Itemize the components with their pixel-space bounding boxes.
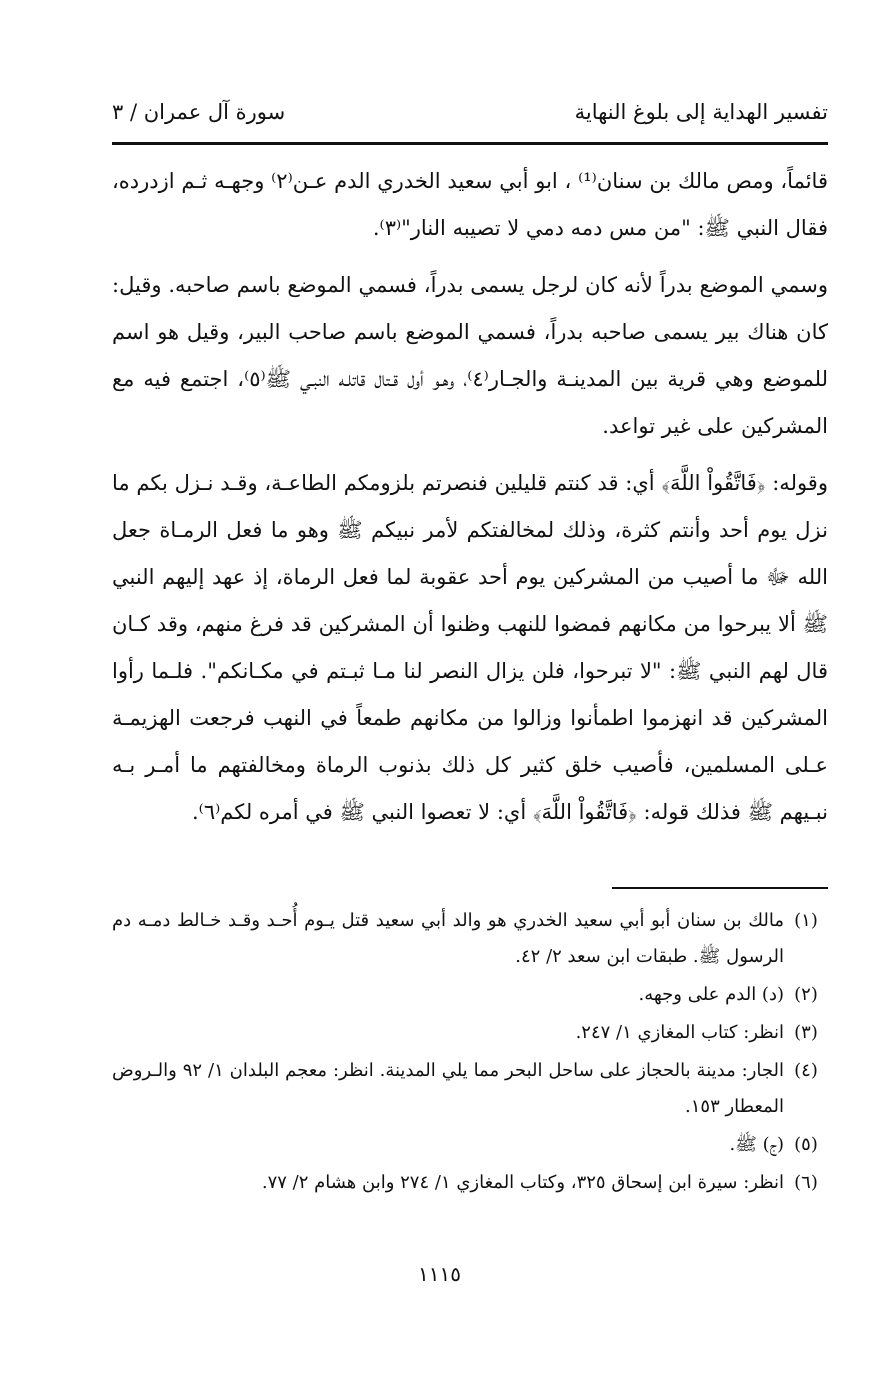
header-divider — [112, 142, 828, 145]
footnote-item — [112, 1127, 828, 1163]
footnote-item — [112, 977, 828, 1013]
footnote-text: انظر: كتاب المغازي ١/ ٢٤٧. — [575, 1022, 784, 1043]
paragraph: وقوله: ﴿فَاتَّقُواْ اللَّهَ﴾ أي: قد كنتم قليلين فنصرتم بلزومكم الطاعـة، وقـد نـزل بكم ما نزل يوم أحد وأنتم كثرة، وذلك لمخالفتكم لأمر نبيكم ﷺ وهو ما فعل الرمـاة جعل الله ﷻ ما أصيب من المشركين يوم أحد عقوبة لما فعل الرماة، إذ عهد إليهم النبي ﷺ ألا يبرحوا من مكانهم فمضوا للنهب وظنوا أن المشركين قد فرغ منهم، وقد كـان قال لهم النبي ﷺ: "لا تبرحوا، فلن يزال النصر لنا مـا ثبـتم في مكـانكم". فلـما رأوا المشركين قد انهزموا اطمأنوا وزالوا من مكانهم طمعاً في النهب فرجعت الهزيمـة عـلى المسلمين، فأصيب خلق كثير كل ذلك بذنوب الرماة ومخالفتهم ما أمـر بـه نبـيهم ﷺ فذلك قوله: ﴿فَاتَّقُواْ اللَّهَ﴾ أي: لا تعصوا النبي ﷺ في أمره لكم⁽٦⁾. — [112, 471, 828, 824]
footnote-item — [112, 1015, 828, 1051]
footnote-item — [112, 1165, 828, 1201]
footnote-text: الجار: مدينة بالحجاز على ساحل البحر مما يلي المدينة. انظر: معجم البلدان ١/ ٩٢ والـروض المعطار ١٥٣. — [112, 1060, 784, 1117]
footnote-text: انظر: سيرة ابن إسحاق ٣٢٥، وكتاب المغازي ١/ ٢٧٤ وابن هشام ٢/ ٧٧. — [261, 1172, 784, 1193]
paragraph: وسمي الموضع بدراً لأنه كان لرجل يسمى بدراً، فسمي الموضع باسم صاحبه. وقيل: كان هناك بير يسمى صاحبه بدراً، فسمي الموضع باسم صاحب البير، وقيل هو اسم للموضع وهي قرية بين المدينـة والجـار⁽٤⁾، وهـو أول قـتال قاتلـه النبـي ﷺ⁽٥⁾، اجتمع فيه مع المشركين على غير تواعد. — [112, 273, 828, 438]
footnote-item — [112, 1053, 828, 1125]
running-header — [112, 96, 828, 136]
main-text — [112, 158, 828, 846]
footnote-item — [112, 903, 828, 975]
footnote-number: (٦) — [794, 1172, 818, 1193]
surah-title: سورة آل عمران / ٣ — [112, 100, 286, 124]
footnote-text: مالك بن سنان أبو أبي سعيد الخدري هو والد أبي سعيد قتل يـوم أُحـد وقـد خـالط دمـه دم الرسول ﷺ. طبقات ابن سعد ٢/ ٤٢. — [112, 910, 784, 967]
footnote-number: (٢) — [794, 984, 818, 1005]
footnotes — [112, 903, 828, 1203]
footnote-number: (٤) — [794, 1060, 818, 1081]
footnote-number: (١) — [794, 910, 818, 931]
footnote-number: (٣) — [794, 1022, 818, 1043]
footnote-divider — [612, 887, 828, 889]
footnote-number: (٥) — [794, 1134, 818, 1155]
book-title: تفسير الهداية إلى بلوغ النهاية — [574, 100, 828, 124]
page-number: ١١١٥ — [418, 1262, 461, 1286]
footnote-text: (ج) ﷺ. — [729, 1134, 784, 1155]
paragraph: قائماً، ومص مالك بن سنان⁽¹⁾ ، ابو أبي سعيد الخدري الدم عـن⁽٢⁾ وجهـه ثـم ازدرده، فقال النبي ﷺ: "من مس دمه دمي لا تصيبه النار"⁽٣⁾. — [112, 169, 828, 240]
footnote-text: (د) الدم على وجهه. — [638, 984, 784, 1005]
